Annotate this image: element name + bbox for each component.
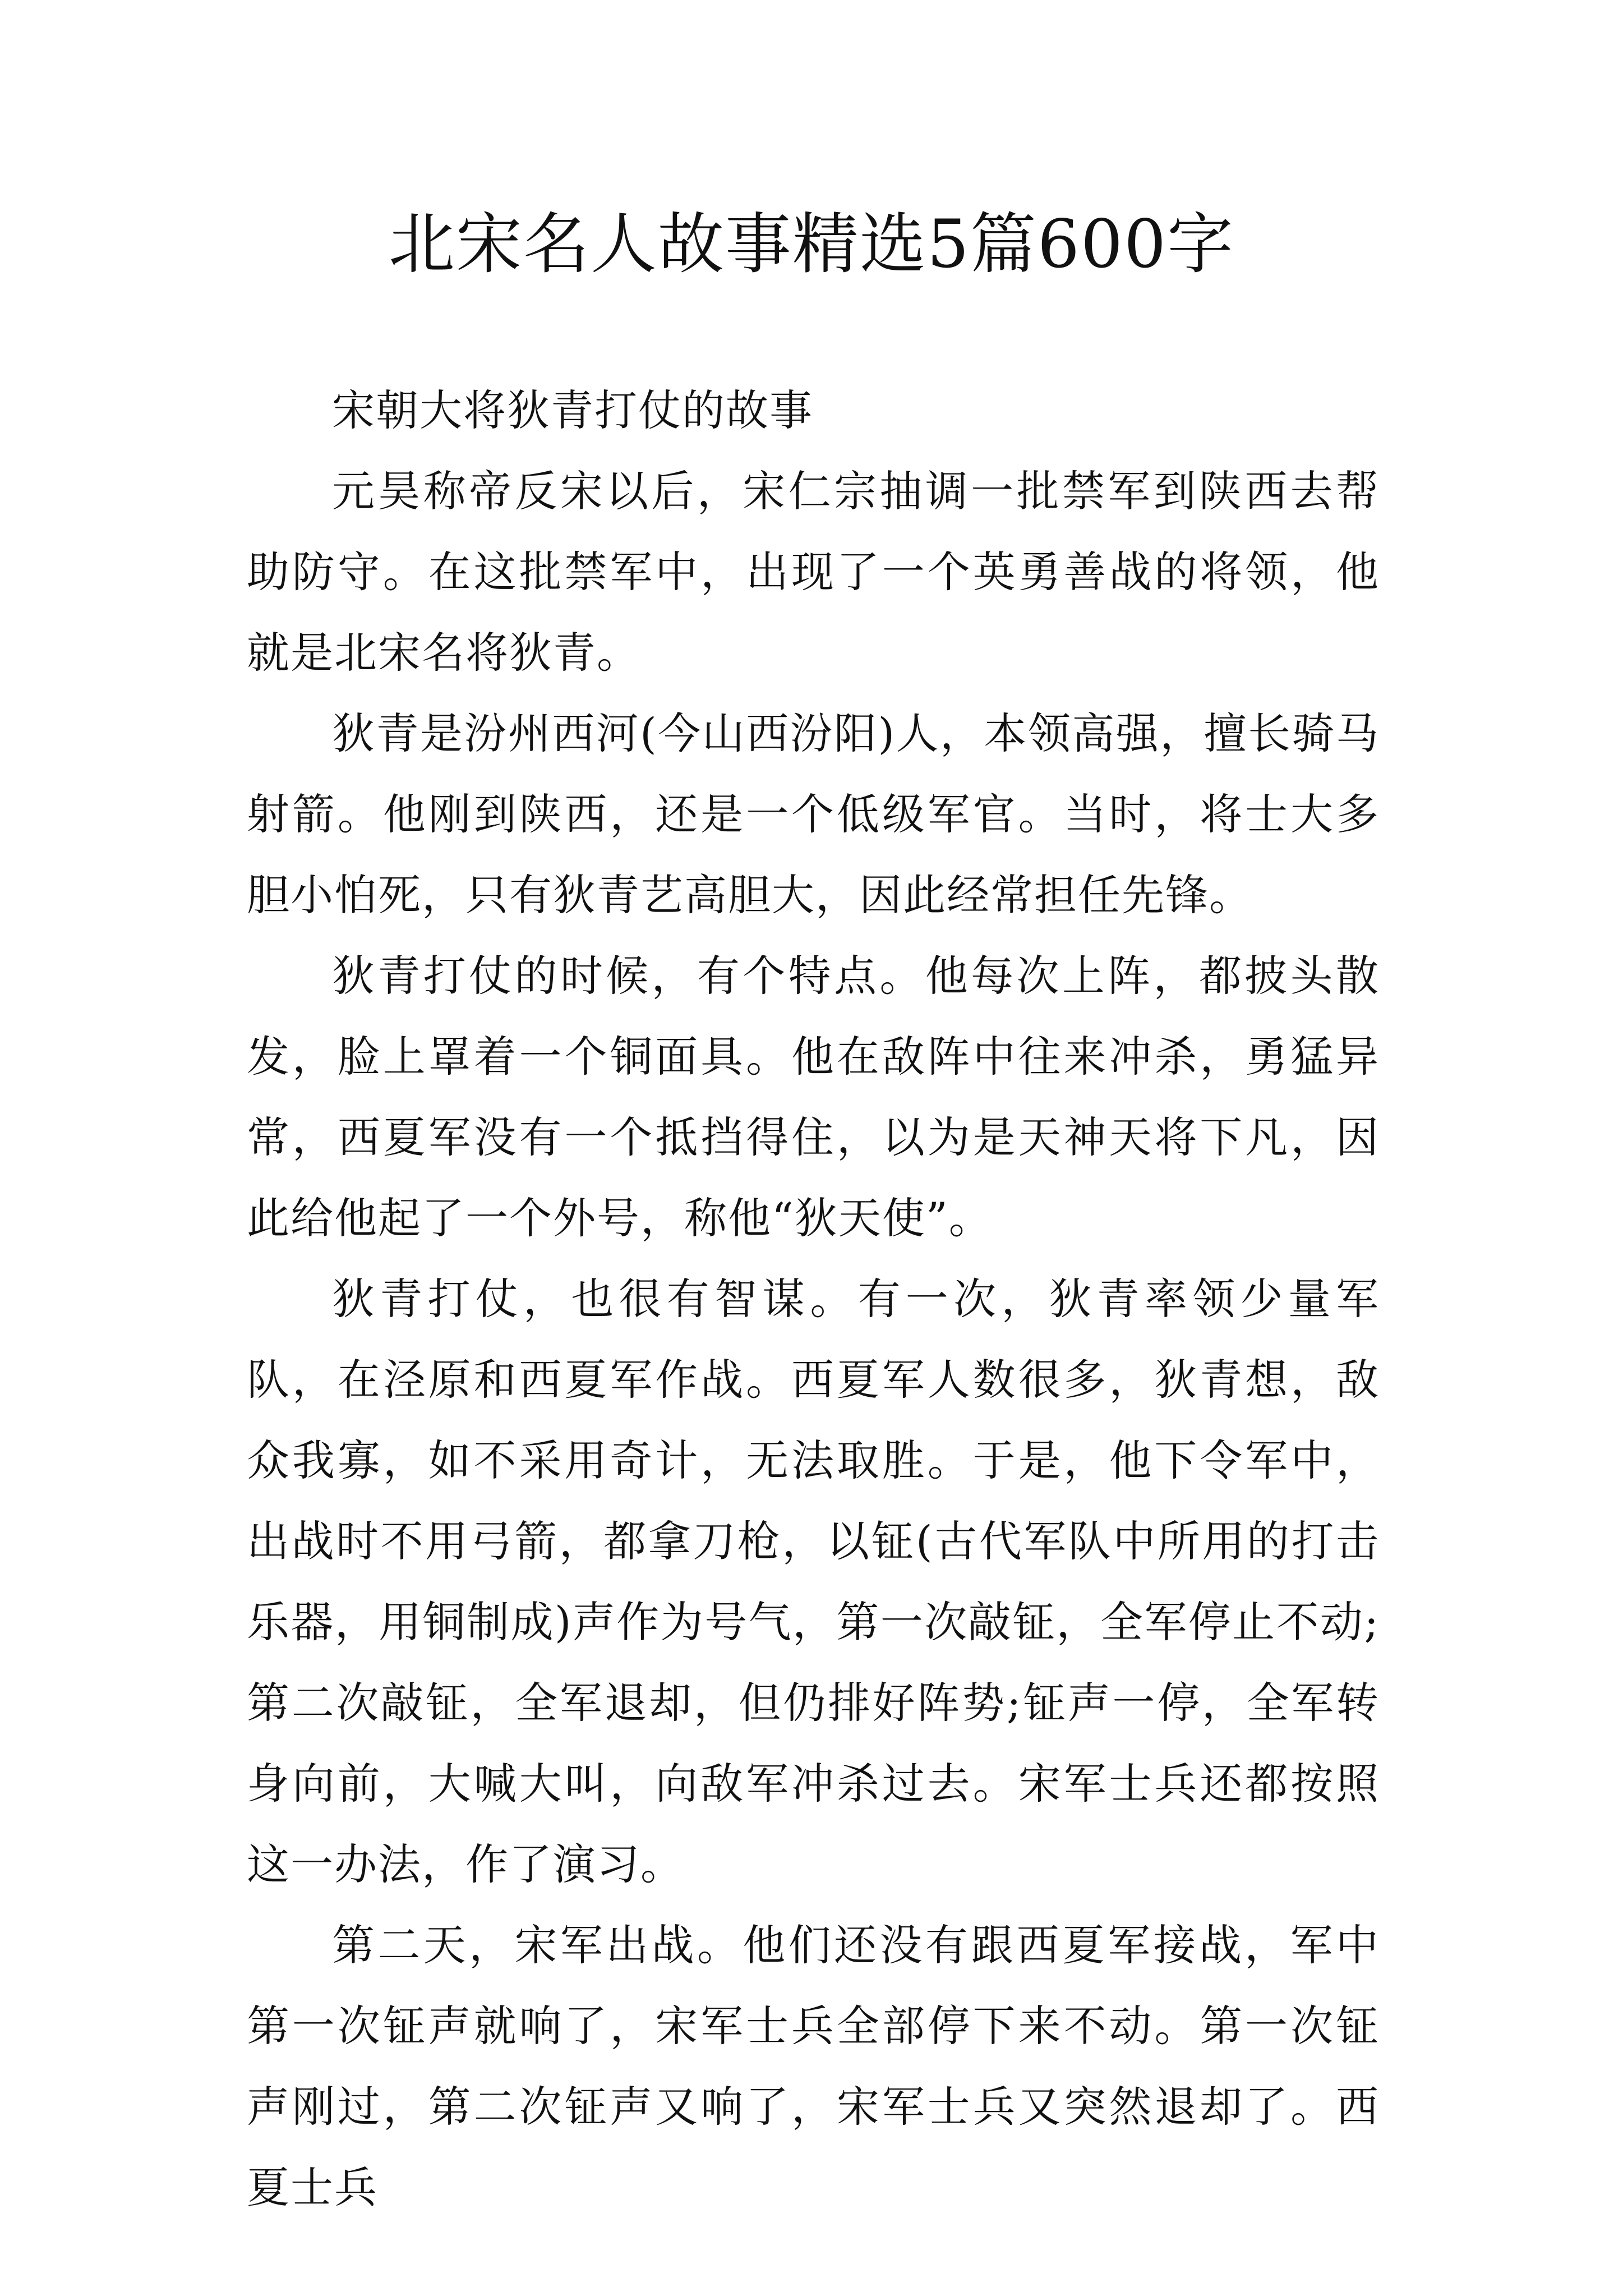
paragraph: 狄青是汾州西河(今山西汾阳)人，本领高强，擅长骑马射箭。他刚到陕西，还是一个低级军官。当时，将士大多胆小怕死，只有狄青艺高胆大，因此经常担任先锋。 <box>247 708 1380 920</box>
paragraph: 狄青打仗的时候，有个特点。他每次上阵，都披头散发，脸上罩着一个铜面具。他在敌阵中往来冲杀，勇猛异常，西夏军没有一个抵挡得住，以为是天神天将下凡，因此给他起了一个外号，称他“狄天使”。 <box>247 951 1380 1243</box>
paragraph-heading: 宋朝大将狄青打仗的故事 <box>332 385 813 435</box>
paragraph: 元昊称帝反宋以后，宋仁宗抽调一批禁军到陕西去帮助防守。在这批禁军中，出现了一个英勇善战的将领，他就是北宋名将狄青。 <box>247 466 1380 678</box>
document-title: 北宋名人故事精选5篇600字 <box>388 205 1235 283</box>
paragraph: 狄青打仗，也很有智谋。有一次，狄青率领少量军队，在泾原和西夏军作战。西夏军人数很多，狄青想，敌众我寡，如不采用奇计，无法取胜。于是，他下令军中，出战时不用弓箭，都拿刀枪，以钲(古代军队中所用的打击乐器，用铜制成)声作为号气，第一次敲钲，全军停止不动;第二次敲钲，全军退却，但仍排好阵势;钲声一停，全军转身向前，大喊大叫，向敌军冲杀过去。宋军士兵还都按照这一办法，作了演习。 <box>247 1274 1380 1889</box>
document-body <box>247 370 1380 2228</box>
paragraph: 第二天，宋军出战。他们还没有跟西夏军接战，军中第一次钲声就响了，宋军士兵全部停下来不动。第一次钲声刚过，第二次钲声又响了，宋军士兵又突然退却了。西夏士兵 <box>247 1920 1380 2212</box>
